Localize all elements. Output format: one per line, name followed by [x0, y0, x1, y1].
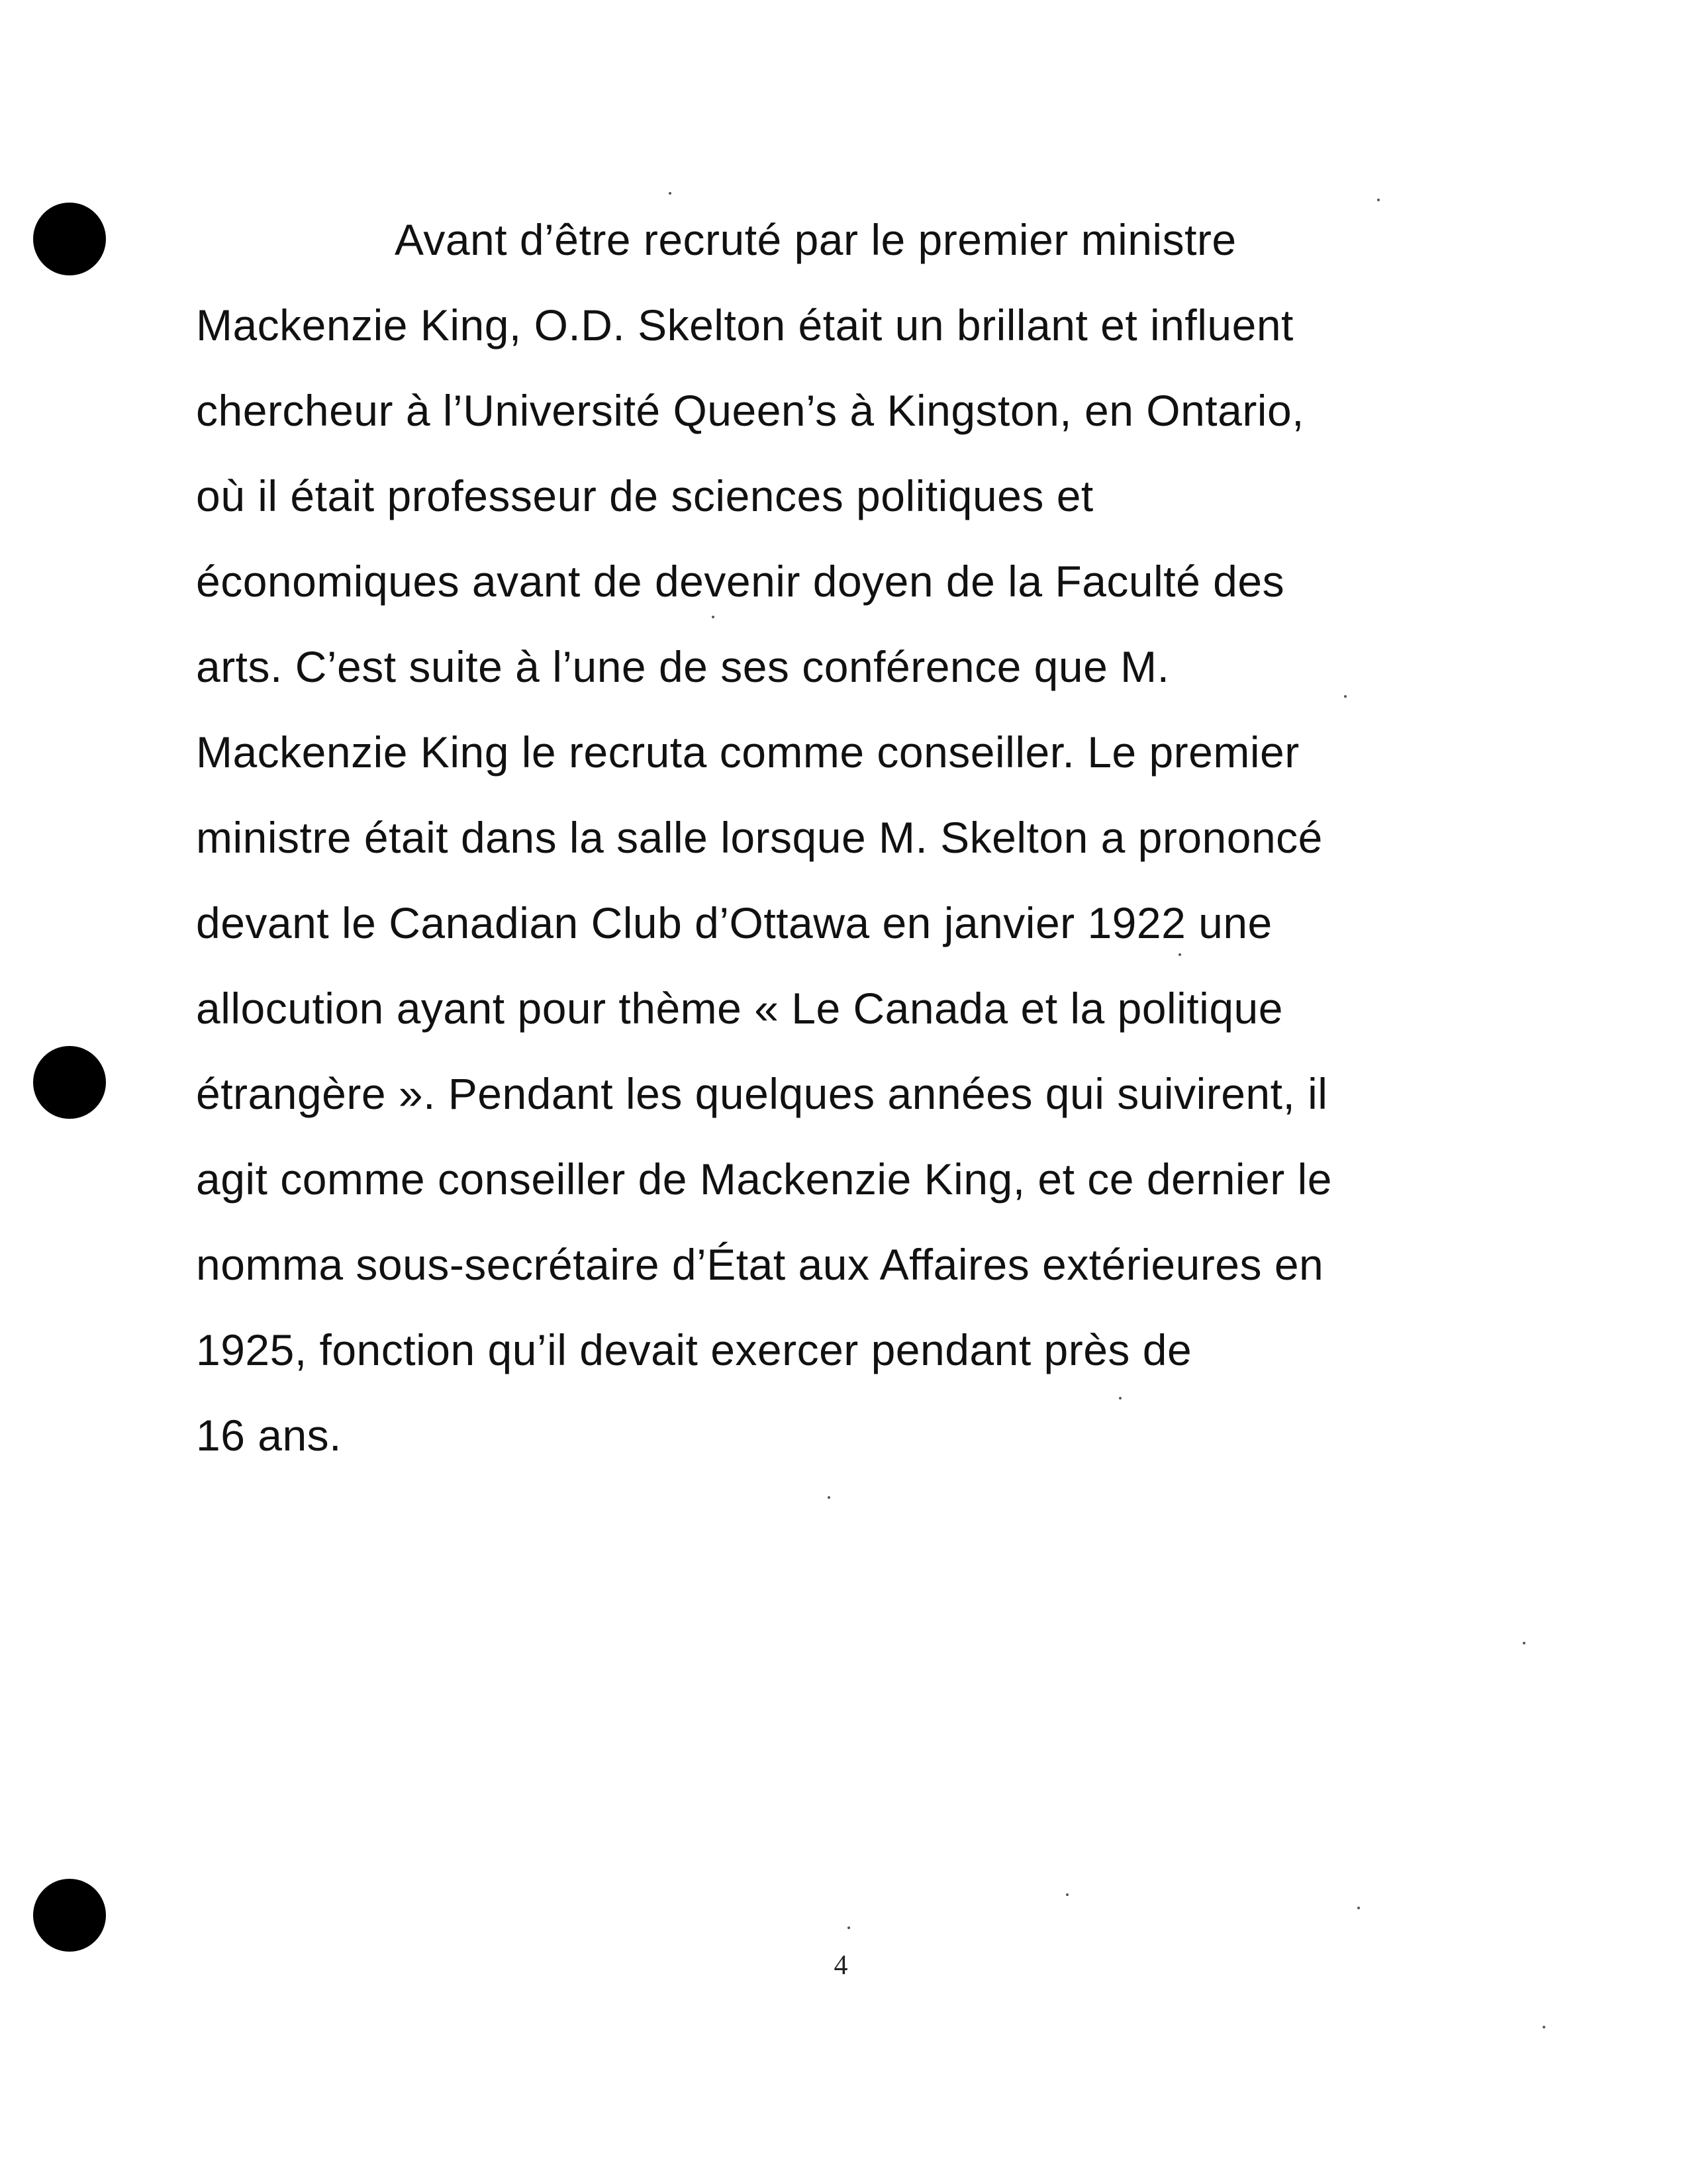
paragraph-line: 16 ans. — [196, 1411, 342, 1460]
scan-speck — [669, 192, 671, 195]
scan-speck — [828, 1496, 830, 1499]
paragraph-line: devant le Canadian Club d’Ottawa en janvier 1922 une — [196, 898, 1273, 947]
paragraph-line: nomma sous-secrétaire d’État aux Affaires extérieures en — [196, 1240, 1324, 1289]
scan-speck — [1523, 1642, 1525, 1644]
paragraph-line: Avant d’être recruté par le premier ministre — [395, 215, 1237, 264]
scan-speck — [1357, 1907, 1360, 1909]
paragraph-line: où il était professeur de sciences politiques et — [196, 471, 1094, 520]
paragraph-line: économiques avant de devenir doyen de la Faculté des — [196, 557, 1285, 606]
paragraph-line: Mackenzie King, O.D. Skelton était un brillant et influent — [196, 301, 1294, 350]
page-number: 4 — [834, 1950, 848, 1981]
body-paragraph — [196, 197, 1441, 1478]
punch-hole-top — [33, 203, 106, 275]
punch-hole-bottom — [33, 1879, 106, 1952]
paragraph-line: arts. C’est suite à l’une de ses conférence que M. — [196, 642, 1170, 691]
scan-speck — [1066, 1893, 1069, 1896]
paragraph-line: Mackenzie King le recruta comme conseiller. Le premier — [196, 728, 1300, 777]
scan-speck — [1543, 2026, 1545, 2028]
paragraph-line: ministre était dans la salle lorsque M. Skelton a prononcé — [196, 813, 1323, 862]
paragraph-line: 1925, fonction qu’il devait exercer pendant près de — [196, 1325, 1192, 1374]
paragraph-line: agit comme conseiller de Mackenzie King, et ce dernier le — [196, 1155, 1332, 1204]
punch-hole-middle — [33, 1046, 106, 1119]
paragraph-line: allocution ayant pour thème « Le Canada et la politique — [196, 984, 1283, 1033]
paragraph-line: étrangère ». Pendant les quelques années qui suivirent, il — [196, 1069, 1328, 1118]
paragraph-line: chercheur à l’Université Queen’s à Kingston, en Ontario, — [196, 386, 1305, 435]
scan-speck — [847, 1926, 850, 1929]
